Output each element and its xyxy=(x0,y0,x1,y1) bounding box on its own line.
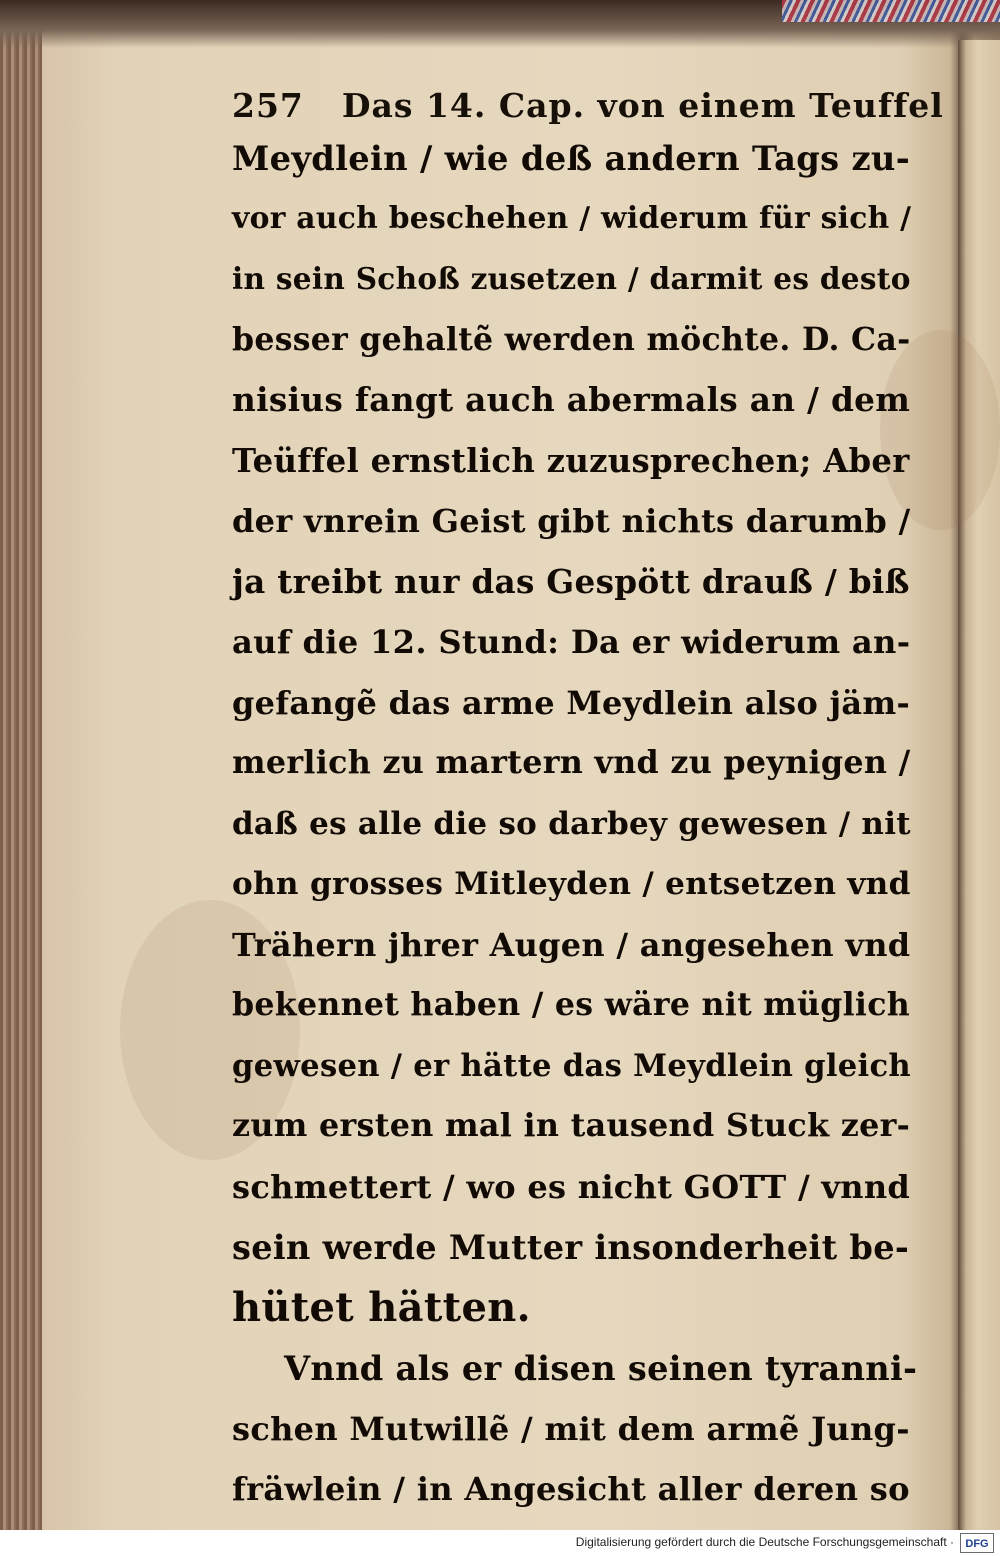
dfg-logo: DFG xyxy=(960,1533,994,1553)
text-line: gewesen / er hätte das Meydlein gleich xyxy=(232,1047,911,1084)
text-line: schen Mutwillẽ / mit dem armẽ Jung- xyxy=(232,1409,910,1448)
digitization-credit: Digitalisierung gefördert durch die Deutsche Forschungsgemeinschaft · xyxy=(575,1535,954,1549)
text-line: nisius fangt auch abermals an / dem xyxy=(232,380,911,419)
text-line: vor auch beschehen / widerum für sich / xyxy=(232,200,912,236)
body-text xyxy=(232,128,922,1530)
page-number: 257 xyxy=(232,86,304,125)
running-head xyxy=(232,86,944,125)
text-line: in sein Schoß zusetzen / darmit es desto xyxy=(232,261,911,296)
book-edge-left xyxy=(0,30,42,1530)
text-line: fräwlein / in Angesicht aller deren so xyxy=(232,1470,910,1508)
running-head-title: Das 14. Cap. von einem Teuffel xyxy=(341,86,944,125)
text-line: daß es alle die so darbey gewesen / nit xyxy=(232,805,911,842)
text-line: zum ersten mal in tausend Stuck zer- xyxy=(232,1107,911,1144)
text-line: Meydlein / wie deß andern Tags zu- xyxy=(232,138,911,178)
text-line: ohn grosses Mitleyden / entsetzen vnd xyxy=(232,866,911,902)
text-line: auf die 12. Stund: Da er widerum an- xyxy=(232,623,911,661)
text-line: Vnnd als er disen seinen tyranni- xyxy=(284,1348,918,1388)
bookmark-ribbon xyxy=(782,0,1000,22)
text-line: hütet hätten. xyxy=(232,1283,531,1331)
text-line: sein werde Mutter insonderheit be- xyxy=(232,1227,910,1267)
footer-bar xyxy=(0,1530,1000,1556)
text-line: Trähern jhrer Augen / angesehen vnd xyxy=(232,925,911,964)
text-line: der vnrein Geist gibt nichts darumb / xyxy=(232,502,911,540)
text-line: besser gehaltẽ werden möchte. D. Ca- xyxy=(232,320,911,358)
text-line: bekennet haben / es wäre nit müglich xyxy=(232,986,910,1023)
text-line: schmettert / wo es nicht GOTT / vnnd xyxy=(232,1167,911,1206)
text-line xyxy=(232,1520,922,1531)
facing-page-edge xyxy=(958,40,1000,1530)
book-page xyxy=(40,48,958,1528)
text-line: ja treibt nur das Gespött drauß / biß xyxy=(232,561,910,601)
text-line: merlich zu martern vnd zu peynigen / xyxy=(232,744,911,781)
text-line: Teüffel ernstlich zuzusprechen; Aber xyxy=(232,441,910,480)
text-line: gefangẽ das arme Meydlein also jäm- xyxy=(232,683,911,722)
